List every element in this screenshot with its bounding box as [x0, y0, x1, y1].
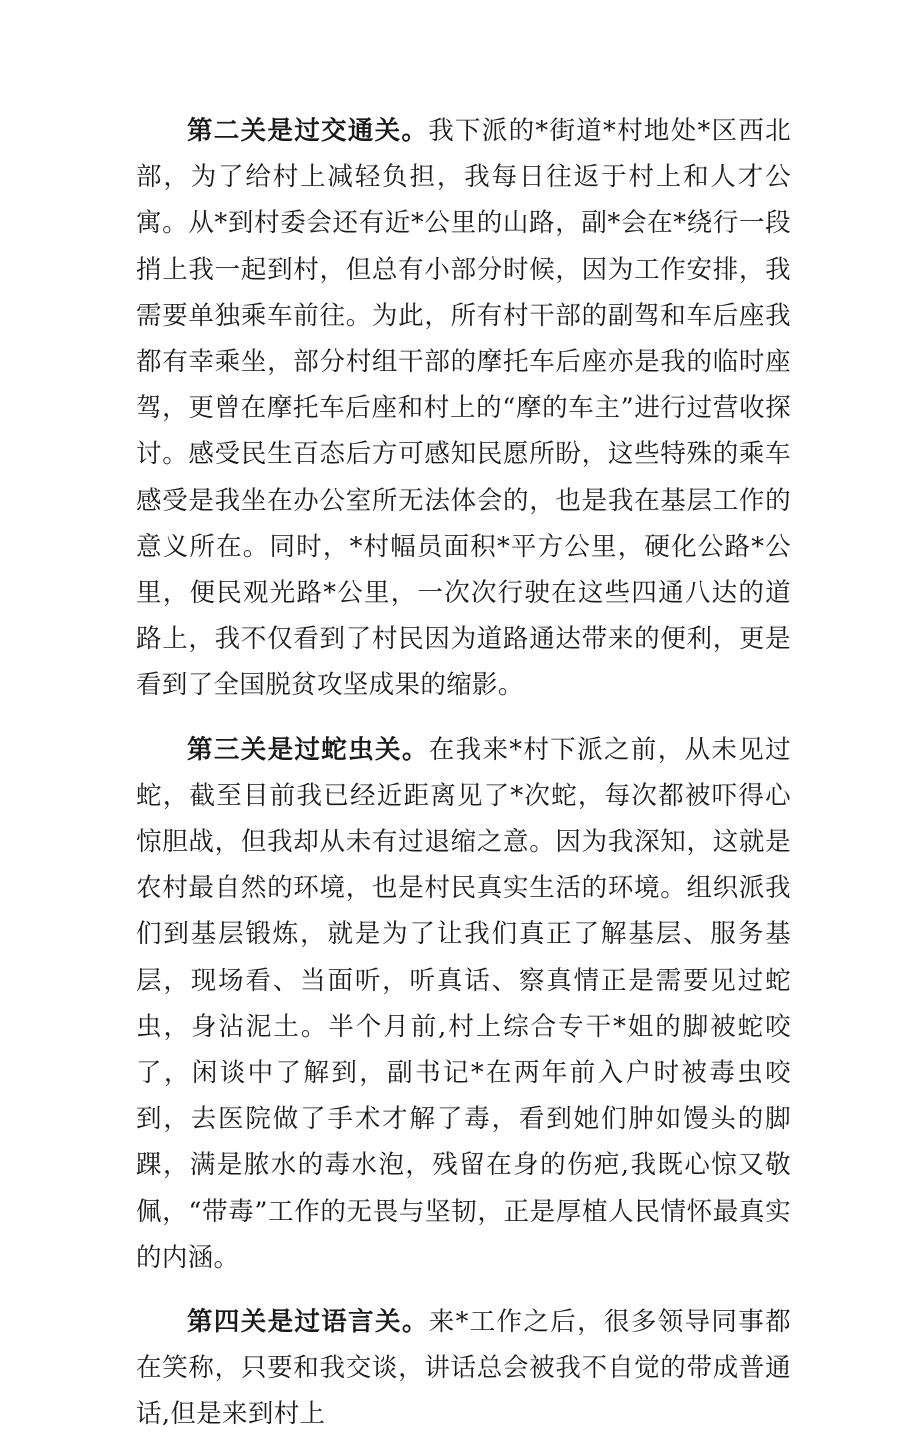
paragraph-text: 我下派的*街道*村地处*区西北部，为了给村上减轻负担，我每日往返于村上和人才公寓。从*到村委会还有近*公里的山路，副*会在*绕行一段捎上我一起到村，但总有小部分时候，因为工作安排，我需要单独乘车前往。为此，所有村干部的副驾和车后座我都有幸乘坐，部分村组干部的摩托车后座亦是我的临时座驾，更曾在摩托车后座和村上的“摩的车主”进行过营收探讨。感受民生百态后方可感知民愿所盼，这些特殊的乘车感受是我坐在办公室所无法体会的，也是我在基层工作的意义所在。同时，*村幅员面积*平方公里，硬化公路*公里，便民观光路*公里，一次次行驶在这些四通八达的道路上，我不仅看到了村民因为道路通达带来的便利，更是看到了全国脱贫攻坚成果的缩影。 [136, 116, 791, 701]
paragraph-heading: 第三关是过蛇虫关。 [187, 734, 429, 765]
paragraph-text: 在我来*村下派之前，从未见过蛇，截至目前我已经近距离见了*次蛇，每次都被吓得心惊胆战，但我却从未有过退缩之意。因为我深知，这就是农村最自然的环境，也是村民真实生活的环境。组织派我们到基层锻炼，就是为了让我们真正了解基层、服务基层，现场看、当面听，听真话、察真情正是需要见过蛇虫，身沾泥土。半个月前,村上综合专干*姐的脚被蛇咬了，闲谈中了解到，副书记*在两年前入户时被毒虫咬到，去医院做了手术才解了毒，看到她们肿如馒头的脚踝，满是脓水的毒水泡，残留在身的伤疤,我既心惊又敬佩，“带毒”工作的无畏与坚韧，正是厚植人民情怀最真实的内涵。 [136, 734, 791, 1273]
paragraph-heading: 第二关是过交通关。 [187, 116, 429, 146]
paragraph-text: 来*工作之后，很多领导同事都在笑称，只要和我交谈，讲话总会被我不自觉的带成普通话,但是来到村上 [136, 1307, 791, 1430]
paragraph-language [136, 1299, 791, 1438]
document-body [136, 108, 791, 1438]
paragraph-traffic [136, 108, 791, 709]
paragraph-snakes-insects [136, 727, 791, 1281]
paragraph-heading: 第四关是过语言关。 [187, 1307, 429, 1338]
